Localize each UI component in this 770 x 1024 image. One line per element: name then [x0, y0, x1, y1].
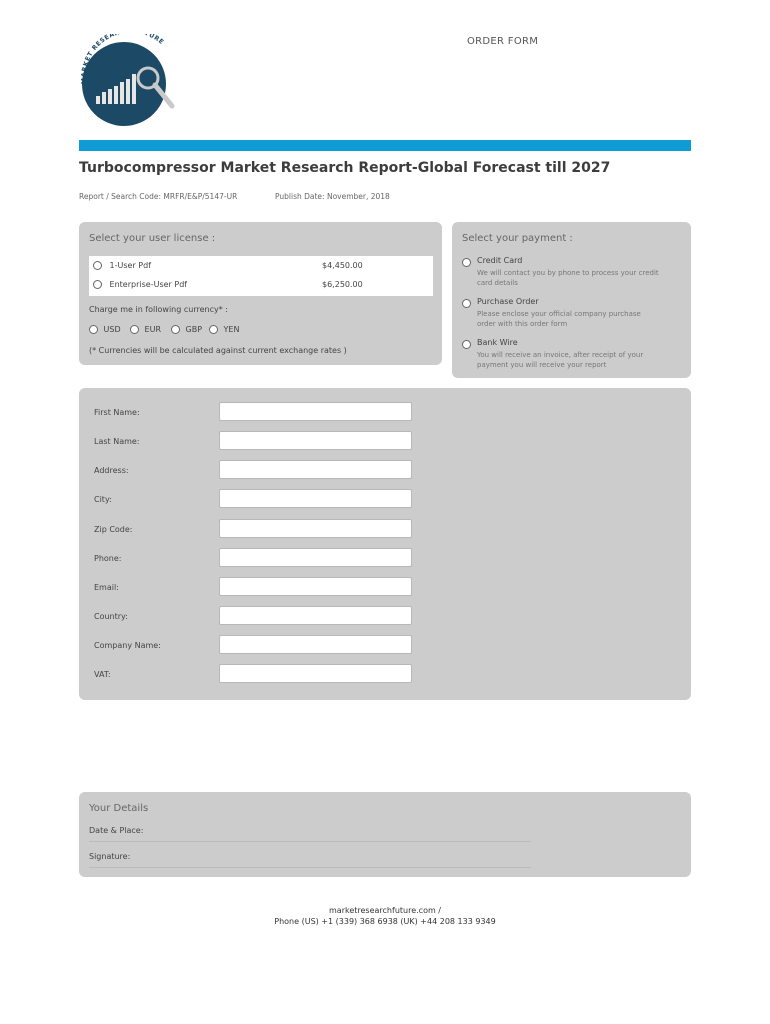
first-name-input[interactable] — [219, 402, 412, 421]
payment-option-desc: card details — [477, 279, 518, 287]
payment-option-desc: order with this order form — [477, 320, 568, 328]
header-accent-bar — [79, 140, 691, 151]
details-title: Your Details — [89, 803, 149, 814]
vat-input[interactable] — [219, 664, 412, 683]
page-title: Turbocompressor Market Research Report-Global Forecast till 2027 — [79, 160, 611, 176]
radio-button[interactable] — [209, 325, 218, 334]
currency-gbp[interactable] — [171, 325, 202, 334]
payment-option-desc: payment you will receive your report — [477, 361, 607, 369]
signature-label: Signature: — [89, 852, 131, 861]
zip-code-input[interactable] — [219, 519, 412, 538]
last-name-input[interactable] — [219, 431, 412, 450]
vat-label: VAT: — [94, 670, 111, 679]
payment-option-desc: Please enclose your official company purchase — [477, 310, 641, 318]
city-input[interactable] — [219, 489, 412, 508]
footer-website: marketresearchfuture.com / — [329, 906, 441, 915]
currency-label: USD — [103, 325, 121, 334]
phone-label: Phone: — [94, 554, 122, 563]
radio-button[interactable] — [462, 258, 471, 267]
phone-input[interactable] — [219, 548, 412, 567]
date-place-label: Date & Place: — [89, 826, 144, 835]
address-label: Address: — [94, 466, 129, 475]
company-name-label: Company Name: — [94, 641, 161, 650]
last-name-label: Last Name: — [94, 437, 140, 446]
country-input[interactable] — [219, 606, 412, 625]
logo-text: MARKET RESEA URE — [80, 34, 166, 85]
radio-button[interactable] — [130, 325, 139, 334]
radio-button[interactable] — [462, 299, 471, 308]
license-title: Select your user license : — [89, 233, 216, 244]
zip-code-label: Zip Code: — [94, 525, 133, 534]
email-label: Email: — [94, 583, 119, 592]
currency-yen[interactable] — [209, 325, 239, 334]
license-option-label: Enterprise-User Pdf — [109, 280, 188, 289]
country-label: Country: — [94, 612, 128, 621]
license-option-1[interactable] — [93, 261, 151, 270]
payment-option-label: Bank Wire — [477, 338, 518, 347]
payment-option-desc: You will receive an invoice, after receipt of your — [477, 351, 644, 359]
payment-option-label: Purchase Order — [477, 297, 539, 306]
address-input[interactable] — [219, 460, 412, 479]
radio-button[interactable] — [93, 280, 102, 289]
radio-button[interactable] — [171, 325, 180, 334]
company-logo — [78, 34, 182, 128]
date-place-line[interactable] — [89, 841, 531, 842]
radio-button[interactable] — [93, 261, 102, 270]
license-option-price: $4,450.00 — [322, 261, 363, 270]
publish-date: Publish Date: November, 2018 — [275, 192, 390, 201]
report-code: Report / Search Code: MRFR/E&P/5147-UR — [79, 192, 238, 201]
first-name-label: First Name: — [94, 408, 140, 417]
currency-eur[interactable] — [130, 325, 161, 334]
payment-option-label: Credit Card — [477, 256, 523, 265]
currency-usd[interactable] — [89, 325, 121, 334]
payment-option-desc: We will contact you by phone to process your credit — [477, 269, 659, 277]
currency-label: GBP — [185, 325, 203, 334]
currency-label: YEN — [223, 325, 240, 334]
signature-line[interactable] — [89, 867, 531, 868]
license-option-price: $6,250.00 — [322, 280, 363, 289]
company-name-input[interactable] — [219, 635, 412, 654]
details-panel — [79, 792, 691, 877]
logo-graphic — [78, 34, 182, 128]
license-option-2[interactable] — [93, 280, 187, 289]
radio-button[interactable] — [462, 340, 471, 349]
order-form-label: ORDER FORM — [467, 36, 539, 47]
currency-prompt: Charge me in following currency* : — [89, 305, 228, 314]
currency-label: EUR — [144, 325, 162, 334]
city-label: City: — [94, 495, 112, 504]
footer-phone: Phone (US) +1 (339) 368 6938 (UK) +44 208 133 9349 — [274, 917, 496, 926]
radio-button[interactable] — [89, 325, 98, 334]
license-option-label: 1-User Pdf — [109, 261, 152, 270]
email-input[interactable] — [219, 577, 412, 596]
payment-title: Select your payment : — [462, 233, 573, 244]
currency-note: (* Currencies will be calculated against current exchange rates ) — [89, 346, 347, 355]
